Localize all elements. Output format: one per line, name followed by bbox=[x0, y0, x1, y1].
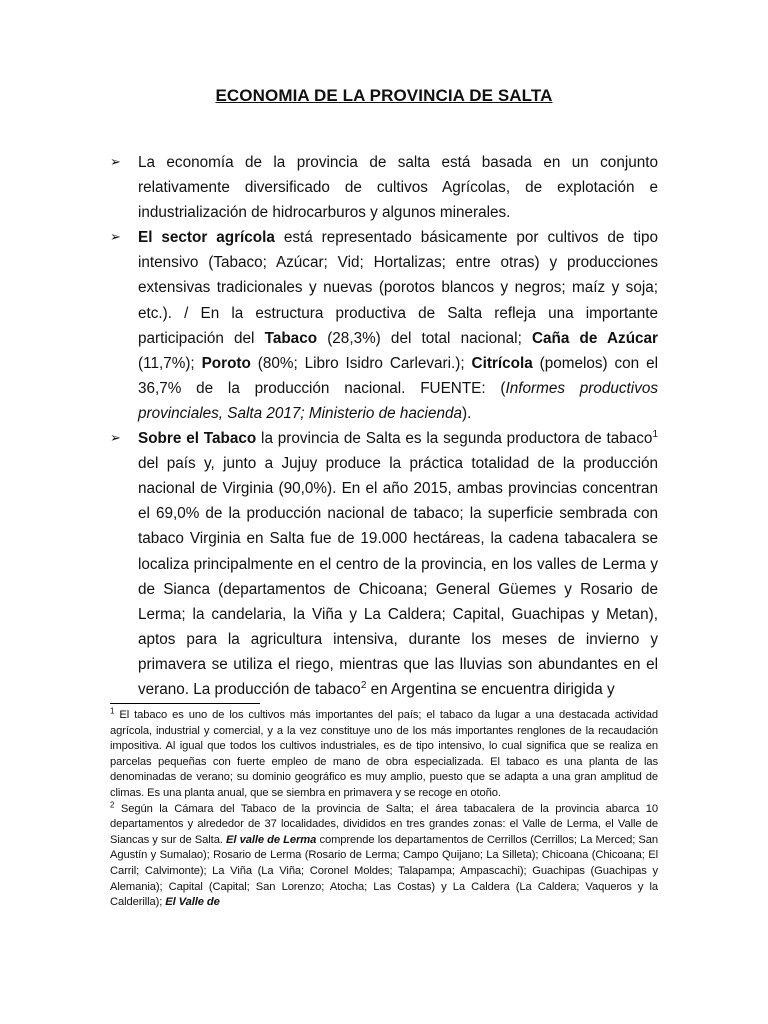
emphasis-text: Tabaco bbox=[264, 329, 318, 347]
emphasis-text: Citrícola bbox=[471, 354, 533, 372]
footnotes bbox=[110, 708, 658, 911]
text-run: (28,3%) del total nacional; bbox=[317, 329, 532, 347]
arrow-bullet-icon: ➢ bbox=[110, 431, 121, 447]
emphasis-text: El Valle de bbox=[165, 896, 220, 909]
footnote-separator bbox=[110, 703, 260, 704]
bullet-paragraph bbox=[138, 225, 658, 426]
text-run: está representado básicamente por cultivos de tipo intensivo (Tabaco; Azúcar; Vid; Hortalizas; entre otras) y producciones extensivas tradicionales y nuevas (porotos blancos y negros; maíz y soja; etc.). / En la estructura productiva de Salta refleja una importante participación del bbox=[138, 229, 658, 347]
arrow-bullet-icon: ➢ bbox=[110, 230, 121, 246]
text-run: ). bbox=[461, 404, 472, 422]
bullet-item bbox=[110, 426, 658, 702]
bullet-item bbox=[110, 225, 658, 426]
bullet-list bbox=[110, 150, 658, 702]
text-run: (11,7%); bbox=[138, 354, 202, 372]
page-title: ECONOMIA DE LA PROVINCIA DE SALTA bbox=[215, 86, 553, 105]
emphasis-text: Poroto bbox=[201, 354, 251, 372]
text-run: El tabaco es uno de los cultivos más importantes del país; el tabaco da lugar a una destacada actividad agrícola, industrial y comercial, y a la vez constituye uno de los más importantes renglones de la recaudación impositiva. Al igual que todos los cultivos industriales, es de tipo intensivo, lo cual significa que se realiza en parcelas pequeñas con fuerte empleo de mano de obra especializada. El tabaco es una planta de las denominadas de verano; su dominio geográfico es muy amplio, puesto que se adapta a una gran amplitud de climas. Es una planta anual, que se siembra en primavera y se recoge en otoño. bbox=[110, 709, 658, 799]
footnote-2 bbox=[110, 799, 659, 911]
arrow-bullet-icon: ➢ bbox=[110, 155, 121, 170]
text-run: (pomelos) con el 36,7% de la producción nacional. FUENTE: ( bbox=[138, 354, 658, 397]
text-run: comprende los departamentos de Cerrillos (Cerrillos; La Merced; San Agustín y Sumalao); Rosario de Lerma (Rosario de Lerma; Campo Quijano; La Silleta); Chicoana (Chicoana; El Carril; Calvimonte); La Viña (La Viña; Coronel Moldes; Talapampa; Ampascachi); Guachipas (Guachipas y Alemania); Capital (Capital; San Lorenzo; Atocha; Las Costas) y La Caldera (La Caldera; Vaqueros y la Calderilla); bbox=[110, 833, 659, 909]
emphasis-text: Caña de Azúcar bbox=[531, 329, 659, 347]
emphasis-text: Sobre el Tabaco bbox=[138, 430, 257, 448]
text-run: del país y, junto a Jujuy produce la práctica totalidad de la producción nacional de Virginia (90,0%). En el año 2015, ambas provincias concentran el 69,0% de la producción nacional de tabaco; la superficie sembrada con tabaco Virginia en Salta fue de 19.000 hectáreas, la cadena tabacalera se localiza principalmente en el centro de la provincia, en los valles de Lerma y de Sianca (departamentos de Chicoana; General Güemes y Rosario de Lerma; la candelaria, la Viña y La Caldera; Capital, Guachipas y Metan), aptos para la agricultura intensiva, durante los meses de invierno y primavera se utiliza el riego, mientras que las lluvias son abundantes en el verano. La producción de tabaco bbox=[138, 455, 658, 698]
footnote-ref: 1 bbox=[652, 428, 658, 440]
bullet-item bbox=[110, 150, 658, 225]
text-run: La economía de la provincia de salta está basada en un conjunto relativamente diversificado de cultivos Agrícolas, de explotación e industrialización de hidrocarburos y algunos minerales. bbox=[138, 154, 658, 222]
text-run: la provincia de Salta es la segunda productora de tabaco bbox=[256, 430, 653, 448]
footnote-ref: 1 bbox=[110, 706, 115, 716]
footnote-ref: 2 bbox=[360, 679, 367, 691]
emphasis-text: El sector agrícola bbox=[138, 229, 275, 247]
emphasis-text: Informes productivos provinciales, Salta 2017; Ministerio de hacienda bbox=[138, 379, 658, 422]
emphasis-text: El valle de Lerma bbox=[226, 833, 317, 846]
text-run: (80%; Libro Isidro Carlevari.); bbox=[250, 354, 472, 372]
bullet-paragraph bbox=[138, 426, 658, 702]
footnote-1 bbox=[110, 708, 658, 802]
text-run: en Argentina se encuentra dirigida y bbox=[366, 680, 615, 698]
footnote-ref: 2 bbox=[110, 799, 115, 809]
text-run: Según la Cámara del Tabaco de la provincia de Salta; el área tabacalera de la provincia abarca 10 departamentos y alrededor de 37 localidades, divididos en tres grandes zonas: el Valle de Lerma, el Valle de Siancas y sur de Salta. bbox=[110, 802, 658, 846]
bullet-paragraph bbox=[138, 150, 658, 225]
